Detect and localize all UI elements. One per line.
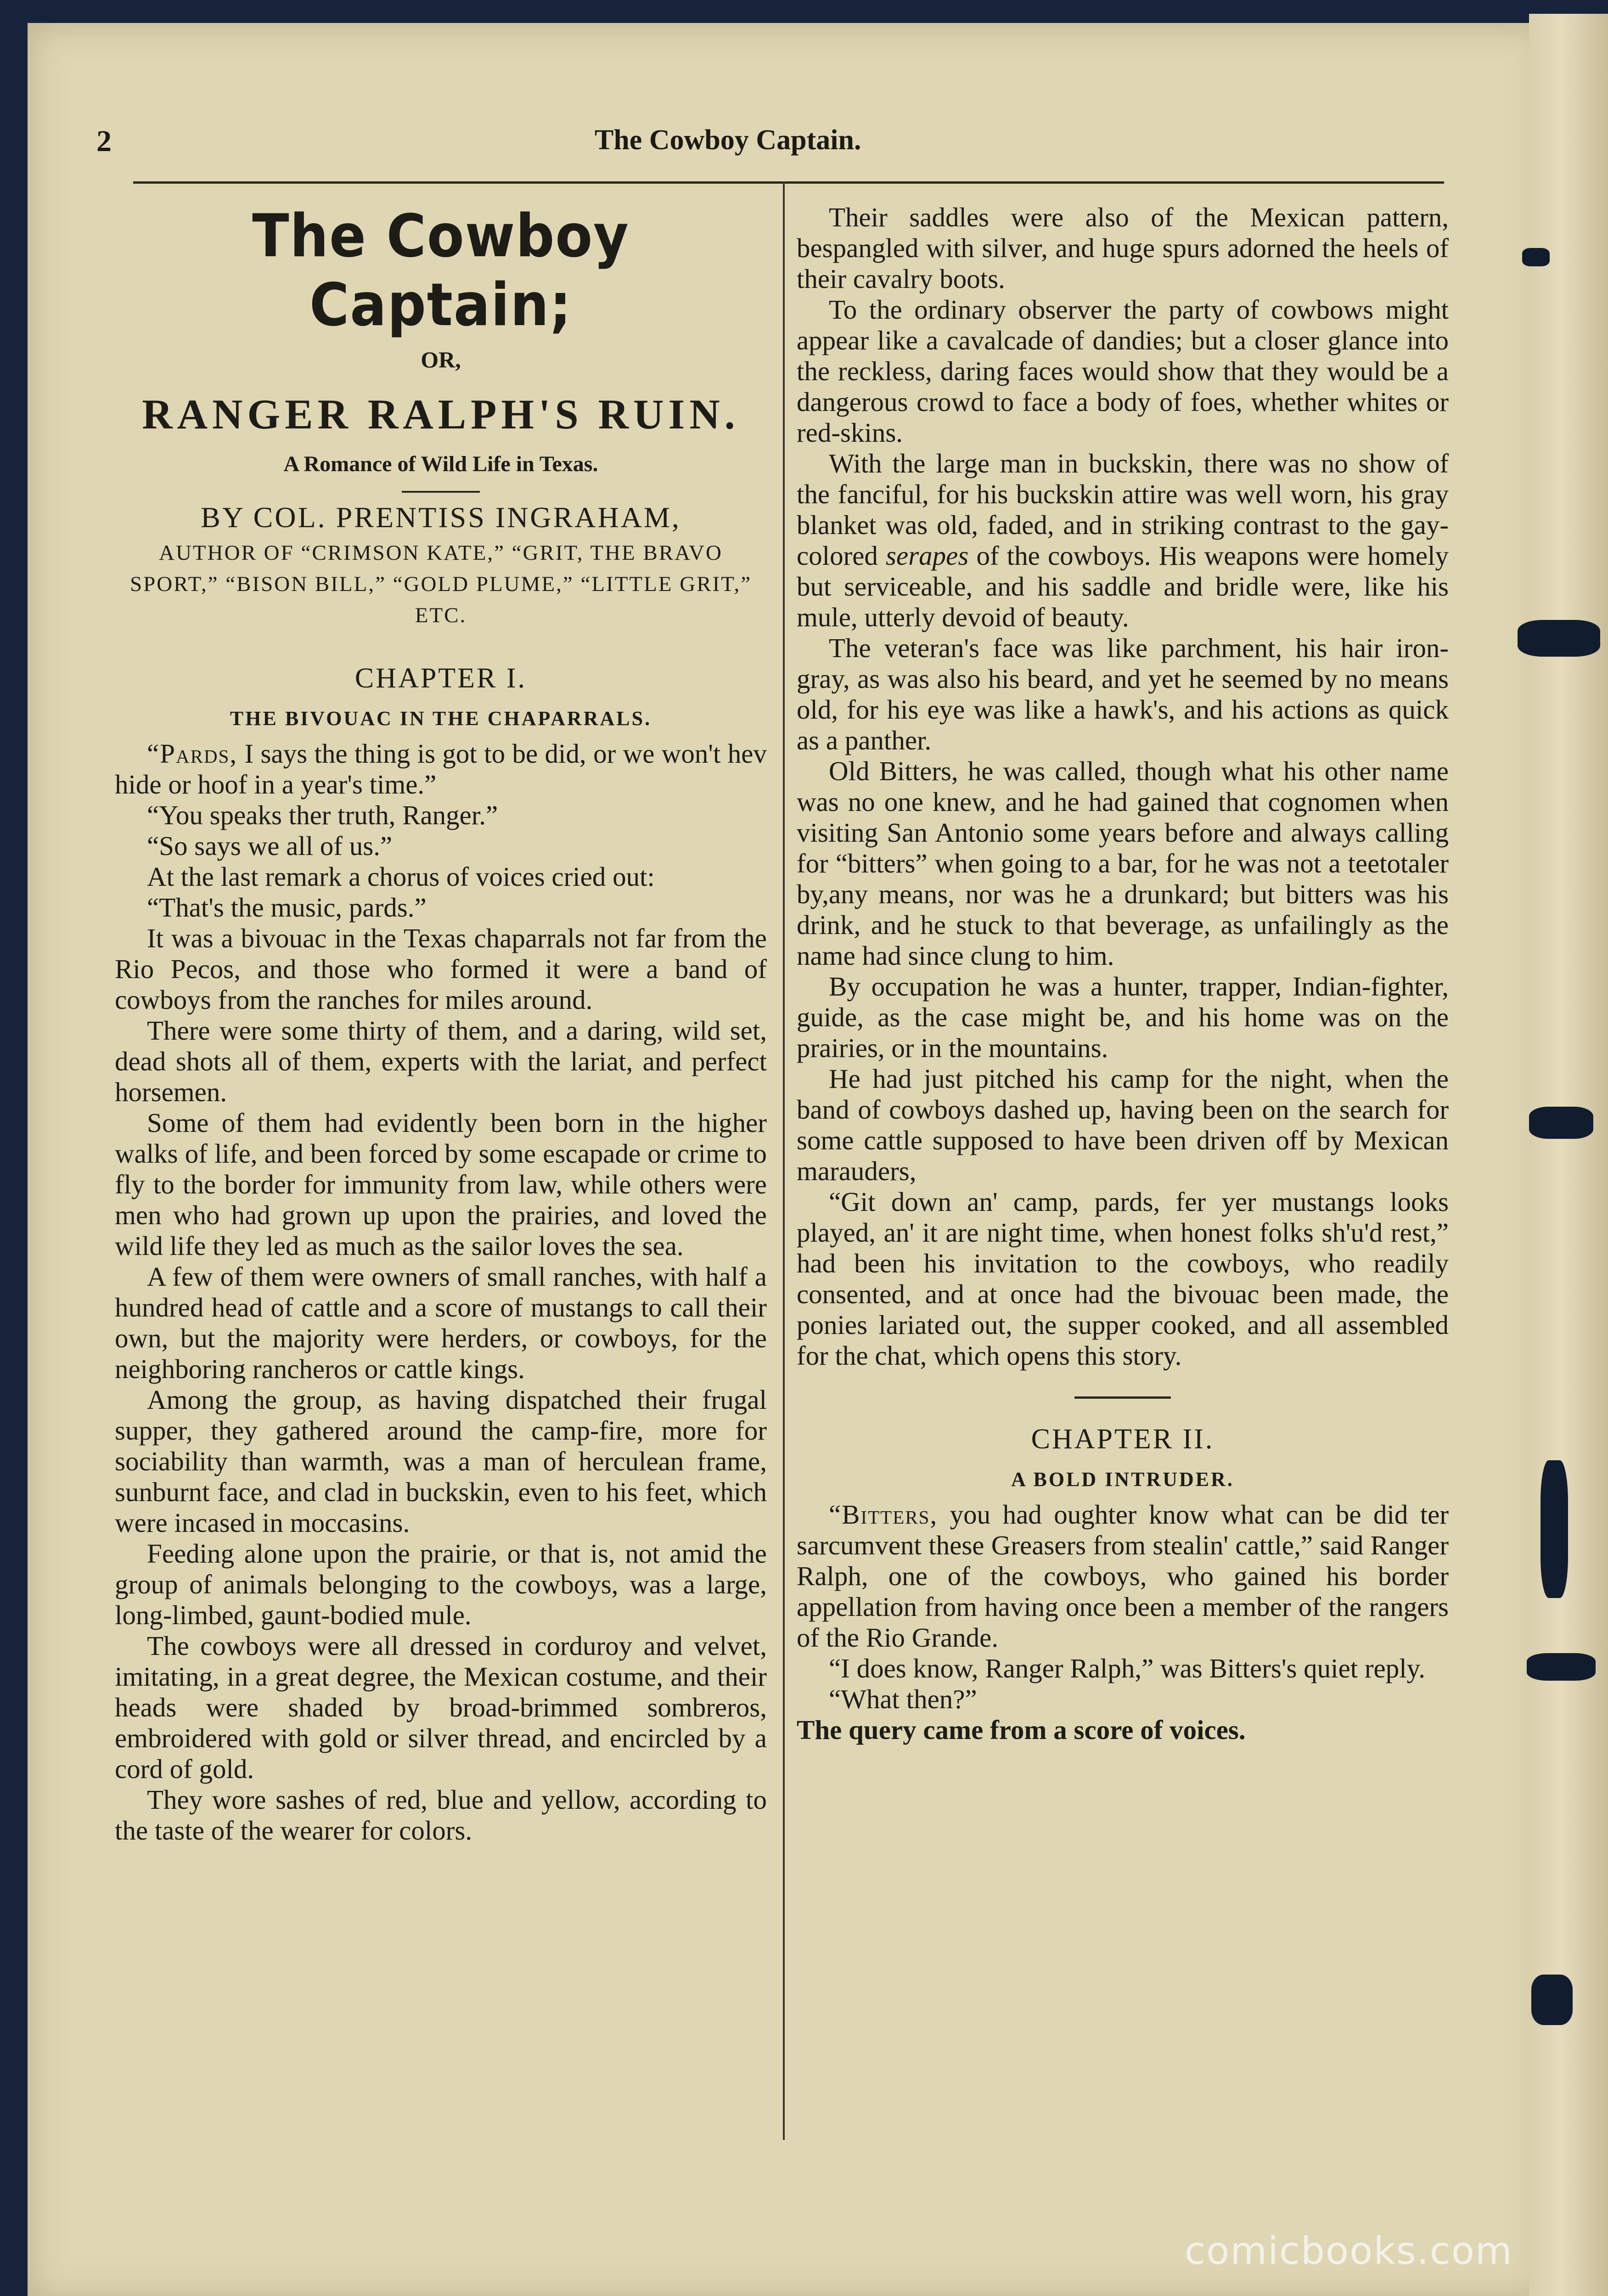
paragraph: There were some thirty of them, and a daring, wild set, dead shots all of them, experts with the lariat, and perfect horsemen. — [115, 1015, 767, 1107]
paragraph: The cowboys were all dressed in corduroy and velvet, imitating, in a great degree, the Mexican costume, and their heads were shaded by broad-brimmed sombreros, embroidered with gold or silver thread, and encircled by a cord of gold. — [115, 1631, 767, 1784]
paragraph: “So says we all of us.” — [147, 831, 393, 861]
chapter-2-heading: CHAPTER II. — [1031, 1424, 1214, 1455]
chapter-1-heading: CHAPTER I. — [354, 663, 527, 694]
drop-word: “Pards, — [147, 738, 238, 769]
page-number: 2 — [96, 124, 112, 158]
title-rule — [402, 491, 480, 493]
paragraph-text: With the large man in buckskin, there was no show of the fanciful, for his buckskin attire was well worn, his gray blanket was old, faded, and in striking contrast to the gay-colored — [797, 448, 1449, 571]
paragraph-text: of the cowboys. His weapons were homely but serviceable, and his saddle and bridle were, like his mule, utterly devoid of beauty. — [797, 540, 1449, 632]
title-or: OR, — [421, 347, 461, 372]
paragraph-text: you had oughter know what can be did ter sarcumvent these Greasers from stealin' cattle,” said Ranger Ralph, one of the cowboys, who gained his border appellation from having once been a member of the rangers of the Rio Grande. — [797, 1499, 1449, 1653]
author-byline: BY COL. PRENTISS INGRAHAM, — [201, 501, 681, 534]
chapter-1-subheading: THE BIVOUAC IN THE CHAPARRALS. — [230, 707, 652, 730]
column-divider — [783, 181, 785, 2140]
emphasis-text: serapes — [886, 540, 969, 571]
paragraph: “I does know, Ranger Ralph,” was Bitters's quiet reply. — [829, 1653, 1426, 1683]
author-credits: AUTHOR OF “CRIMSON KATE,” “GRIT, THE BRAVO SPORT,” “BISON BILL,” “GOLD PLUME,” “LITTLE GRIT,” ETC. — [129, 541, 752, 627]
paragraph: It was a bivouac in the Texas chaparrals not far from the Rio Pecos, and those who formed it were a band of cowboys from the ranches for miles around. — [115, 923, 767, 1015]
paragraph: Feeding alone upon the prairie, or that is, not amid the group of animals belonging to the cowboys, was a large, long-limbed, gaunt-bodied mule. — [115, 1538, 767, 1630]
paragraph: Old Bitters, he was called, though what his other name was no one knew, and he had gained that cognomen when visiting San Antonio some years before and always calling for “bitters” when going to a bar, for he was not a teetotaler by,any means, nor was he a drunkard; but bitters was his drink, and he stuck to that beverage, as unfailingly as the name had since clung to him. — [797, 756, 1449, 971]
paragraph — [797, 1499, 1449, 1653]
paragraph: The query came from a score of voices. — [797, 1715, 1246, 1745]
chapter-divider-rule — [1074, 1396, 1171, 1399]
paragraph: A few of them were owners of small ranches, with half a hundred head of cattle and a score of mustangs to call their own, but the majority were herders, or cowboys, for the neighboring rancheros or cattle kings. — [115, 1261, 767, 1384]
paragraph: “Git down an' camp, pards, fer yer mustangs looks played, an' it are night time, when honest folks sh'u'd rest,” had been his invitation to the cowboys, who readily consented, and at once had the bivouac been made, the ponies lariated out, the supper cooked, and all assembled for the chat, which opens this story. — [797, 1187, 1449, 1371]
story-subtitle: RANGER RALPH'S RUIN. — [142, 391, 740, 438]
paragraph: “What then?” — [829, 1684, 977, 1714]
chapter-2-subheading: A BOLD INTRUDER. — [1011, 1468, 1234, 1491]
binding-mark — [1529, 1107, 1593, 1139]
binding-mark — [1531, 1975, 1573, 2025]
paragraph: “You speaks ther truth, Ranger.” — [147, 800, 498, 830]
paragraph: Their saddles were also of the Mexican pattern, bespangled with silver, and huge spurs adorned the heels of their cavalry boots. — [797, 202, 1449, 294]
paragraph: At the last remark a chorus of voices cried out: — [147, 861, 655, 892]
paragraph — [115, 738, 767, 800]
paragraph — [797, 448, 1449, 633]
binding-mark — [1518, 620, 1600, 657]
right-column — [797, 202, 1449, 1745]
paragraph: To the ordinary observer the party of cowbows might appear like a cavalcade of dandies; but a closer glance into the reckless, daring faces would show that they would be a dangerous crowd to face a body of foes, whether whites or red-skins. — [797, 294, 1449, 448]
drop-word: “Bitters, — [829, 1499, 938, 1530]
running-header — [96, 124, 1442, 161]
running-title: The Cowboy Captain. — [595, 124, 861, 156]
binding-mark — [1527, 1653, 1596, 1681]
story-title: The Cowboy Captain; — [252, 202, 630, 339]
binding-mark — [1541, 1460, 1568, 1598]
binding-mark — [1522, 248, 1550, 266]
paragraph: The veteran's face was like parchment, his hair iron-gray, as was also his beard, and yet he seemed by no means old, for his eye was like a hawk's, and his actions as quick as a panther. — [797, 633, 1449, 755]
header-rule — [133, 181, 1444, 184]
paragraph: “That's the music, pards.” — [147, 892, 427, 923]
paragraph: Some of them had evidently been born in the higher walks of life, and been forced by some escapade or crime to fly to the border for immunity from law, while others were men who had grown up upon the prairies, and loved the wild life they led as much as the sailor loves the sea. — [115, 1108, 767, 1261]
watermark-logo: comicbooks.com — [1185, 2229, 1513, 2273]
paragraph: He had just pitched his camp for the night, when the band of cowboys dashed up, having been on the search for some cattle supposed to have been driven off by Mexican marauders, — [797, 1064, 1449, 1186]
story-tagline: A Romance of Wild Life in Texas. — [283, 452, 598, 476]
page-edge — [1529, 14, 1608, 2296]
left-column — [115, 197, 767, 1846]
paragraph: By occupation he was a hunter, trapper, Indian-fighter, guide, as the case might be, and his home was on the prairies, or in the mountains. — [797, 971, 1449, 1063]
paragraph: Among the group, as having dispatched their frugal supper, they gathered around the camp-fire, more for sociability than warmth, was a man of herculean frame, sunburnt face, and clad in buckskin, even to his feet, which were incased in moccasins. — [115, 1384, 767, 1538]
paragraph: They wore sashes of red, blue and yellow, according to the taste of the wearer for colors. — [115, 1784, 767, 1846]
paragraph-text: I says the thing is got to be did, or we won't hev hide or hoof in a year's time.” — [115, 738, 767, 799]
